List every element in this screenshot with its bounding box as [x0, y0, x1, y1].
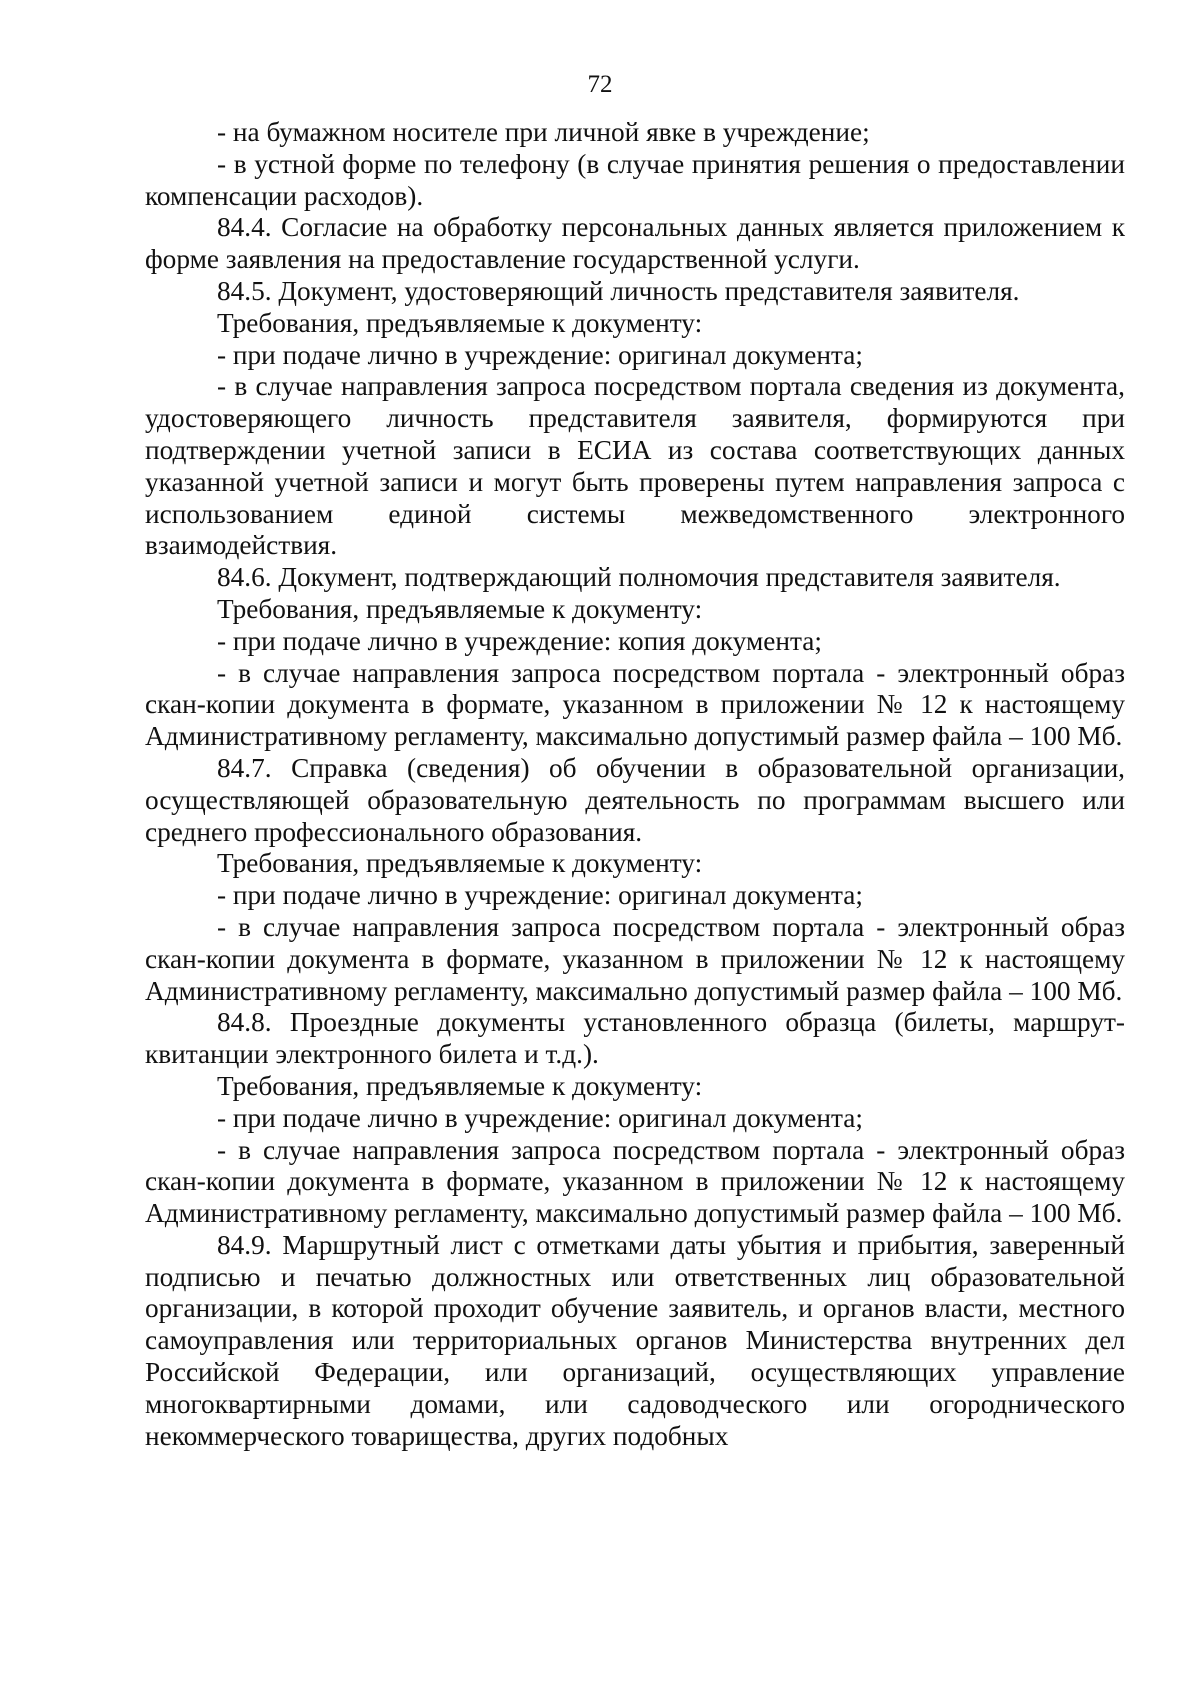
paragraph: - в случае направления запроса посредством портала сведения из документа, удостоверяющего личность представителя заявителя, формируются при подтверждении учетной записи в ЕСИА из состава соответствующих данных указанной учетной записи и могут быть проверены путем направления запроса с использованием единой системы межведомственного электронного взаимодействия. — [145, 371, 1125, 561]
paragraph: 84.4. Согласие на обработку персональных данных является приложением к форме заявления на предоставление государственной услуги. — [145, 212, 1125, 275]
paragraph: 84.5. Документ, удостоверяющий личность представителя заявителя. — [217, 275, 1020, 306]
paragraph: - при подаче лично в учреждение: оригинал документа; — [217, 1102, 863, 1133]
paragraph: - при подаче лично в учреждение: копия документа; — [217, 625, 822, 656]
document-body — [145, 117, 1125, 1452]
paragraph: - при подаче лично в учреждение: оригинал документа; — [217, 339, 863, 370]
paragraph: - в случае направления запроса посредством портала - электронный образ скан-копии документа в формате, указанном в приложении № 12 к настоящему Административному регламенту, максимально допустимый размер файла – 100 Мб. — [145, 1134, 1125, 1229]
paragraph: Требования, предъявляемые к документу: — [217, 307, 703, 338]
paragraph: - в случае направления запроса посредством портала - электронный образ скан-копии документа в формате, указанном в приложении № 12 к настоящему Административному регламенту, максимально допустимый размер файла – 100 Мб. — [145, 911, 1125, 1006]
paragraph: - при подаче лично в учреждение: оригинал документа; — [217, 880, 863, 911]
paragraph: Требования, предъявляемые к документу: — [217, 848, 703, 879]
paragraph: - на бумажном носителе при личной явке в учреждение; — [217, 117, 870, 147]
paragraph: Требования, предъявляемые к документу: — [217, 593, 703, 624]
page-number: 72 — [587, 71, 613, 98]
paragraph: 84.6. Документ, подтверждающий полномочия представителя заявителя. — [217, 562, 1061, 593]
paragraph: - в устной форме по телефону (в случае принятия решения о предоставлении компенсации расходов). — [145, 148, 1125, 211]
paragraph: Требования, предъявляемые к документу: — [217, 1070, 703, 1101]
paragraph: 84.8. Проездные документы установленного образца (билеты, маршрут-квитанции электронного билета и т.д.). — [145, 1007, 1125, 1070]
paragraph: 84.9. Маршрутный лист с отметками даты убытия и прибытия, заверенный подписью и печатью должностных или ответственных лиц образовательной организации, в которой проходит обучение заявитель, и органов власти, местного самоуправления или территориальных органов Министерства внутренних дел Российской Федерации, или организаций, осуществляющих управление многоквартирными домами, или садоводческого или огороднического некоммерческого товарищества, других подобных — [145, 1229, 1125, 1451]
paragraph: - в случае направления запроса посредством портала - электронный образ скан-копии документа в формате, указанном в приложении № 12 к настоящему Административному регламенту, максимально допустимый размер файла – 100 Мб. — [145, 657, 1125, 752]
paragraph: 84.7. Справка (сведения) об обучении в образовательной организации, осуществляющей образовательную деятельность по программам высшего или среднего профессионального образования. — [145, 752, 1125, 847]
